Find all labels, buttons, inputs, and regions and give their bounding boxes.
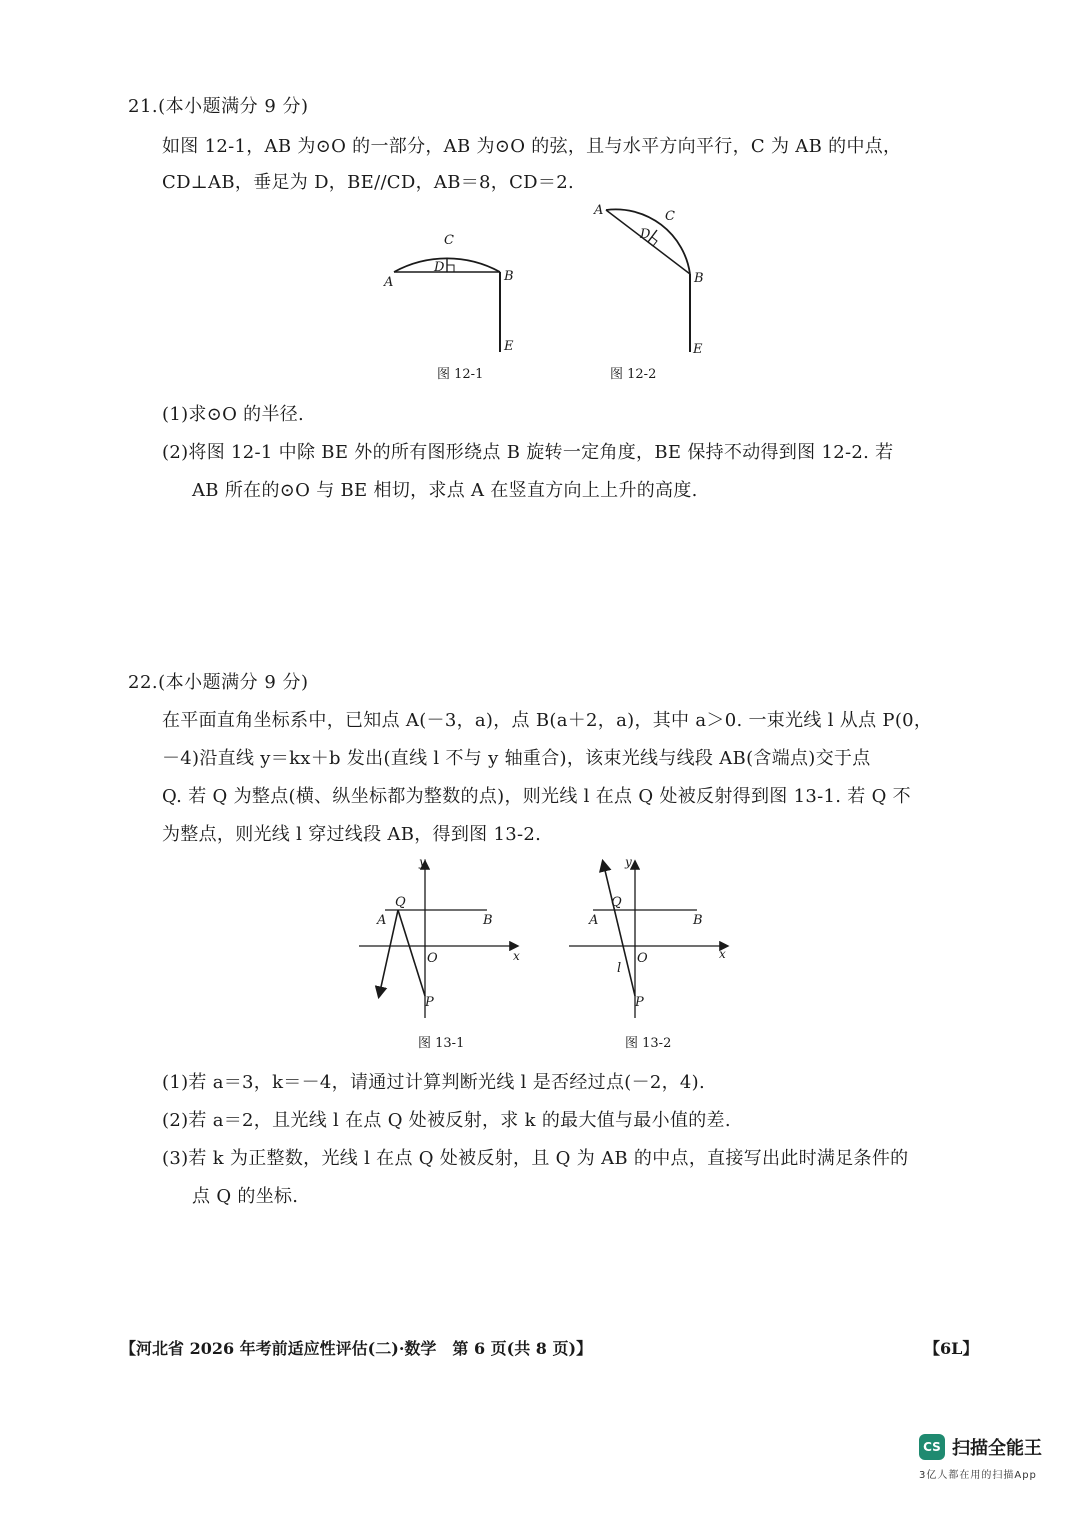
q21-line-2: CD⊥AB，垂足为 D，BE//CD，AB＝8，CD＝2. [162,172,574,193]
label-e: E [504,339,514,354]
label-d: D [434,260,445,275]
q21-part-2-cont: AB 所在的⊙O 与 BE 相切，求点 A 在竖直方向上上升的高度. [192,480,698,501]
incident-ray [398,910,425,996]
label-a: A [384,275,394,290]
q22-line-1: 在平面直角坐标系中，已知点 A(－3，a)，点 B(a＋2，a)，其中 a＞0. 一束光线 l 从点 P(0， [162,710,933,731]
label-c-2: C [665,209,675,224]
label-q: Q [395,895,406,910]
label-b: B [504,269,514,284]
label-c: C [444,233,454,248]
paper-code: 【6L】 [924,1339,979,1358]
q22-part-2: (2)若 a＝2，且光线 l 在点 Q 处被反射，求 k 的最大值与最小值的差. [162,1110,731,1131]
label-l: l [617,961,622,976]
watermark-slogan: 3亿人都在用的扫描App [919,1470,1037,1481]
label-d-2: D [640,227,651,242]
label-b-2: B [694,271,704,286]
figure-13-2-caption: 图 13-2 [625,1036,672,1051]
figure-13-1-caption: 图 13-1 [418,1036,465,1051]
label-y-2: y [625,855,632,869]
label-a-2: A [594,203,604,218]
watermark-name: 扫描全能王 [952,1438,1042,1459]
q22-line-2: －4)沿直线 y＝kx＋b 发出(直线 l 不与 y 轴重合)，该束光线与线段 AB(含端点)交于点 [162,748,871,769]
q22-line-3: Q. 若 Q 为整点(横、纵坐标都为整数的点)，则光线 l 在点 Q 处被反射得到图 13-1. 若 Q 不 [162,786,911,807]
q21-part-2: (2)将图 12-1 中除 BE 外的所有图形绕点 B 旋转一定角度，BE 保持不动得到图 12-2. 若 [162,442,894,463]
label-x-2: x [719,947,726,961]
page-footer: 【河北省 2026 年考前适应性评估(二)·数学 第 6 页(共 8 页)】 [120,1339,593,1358]
q22-part-1: (1)若 a＝3，k＝－4，请通过计算判断光线 l 是否经过点(－2，4). [162,1072,706,1093]
figure-12-1-caption: 图 12-1 [437,367,484,382]
label-o: O [427,951,438,966]
right-angle-mark [447,265,454,272]
label-p: P [425,995,434,1010]
label-a-4: A [589,913,599,928]
q21-heading: 21.(本小题满分 9 分) [128,96,309,117]
q21-part-1: (1)求⊙O 的半径. [162,404,305,425]
figure-13-2 [565,856,735,1026]
label-e-2: E [693,342,703,357]
figure-13-1 [355,856,525,1026]
label-o-2: O [637,951,648,966]
figure-12-2-caption: 图 12-2 [610,367,657,382]
q22-part-3: (3)若 k 为正整数，光线 l 在点 Q 处被反射，且 Q 为 AB 的中点，直接写出此时满足条件的 [162,1148,909,1169]
label-q-2: Q [611,895,622,910]
q22-heading: 22.(本小题满分 9 分) [128,672,309,693]
figure-12-1 [380,228,530,360]
label-a-3: A [377,913,387,928]
figure-12-2 [592,200,722,360]
camscanner-logo-icon: CS [919,1434,945,1460]
q21-line-1: 如图 12-1，AB 为⊙O 的一部分，AB 为⊙O 的弦，且与水平方向平行，C 为 AB 的中点， [162,136,902,157]
label-b-4: B [693,913,703,928]
q22-part-3-cont: 点 Q 的坐标. [192,1186,299,1207]
label-p-2: P [635,995,644,1010]
label-y: y [419,855,426,869]
label-b-3: B [483,913,493,928]
label-x: x [513,949,520,963]
q22-line-4: 为整点，则光线 l 穿过线段 AB，得到图 13-2. [162,824,542,845]
